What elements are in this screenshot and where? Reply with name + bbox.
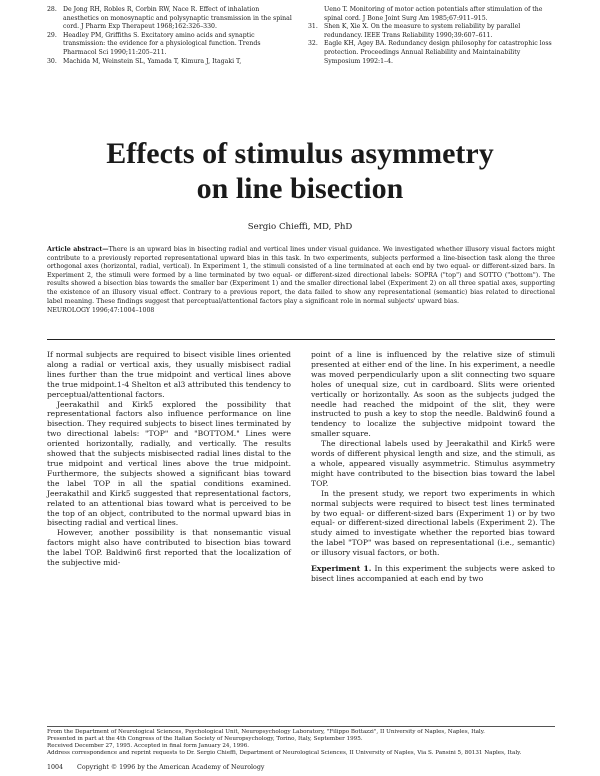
title-line-1: Effects of stimulus asymmetry (106, 137, 494, 170)
abstract-lead: Article abstract— (47, 246, 109, 253)
page-footer (47, 764, 555, 771)
experiment-1-text: In this experiment the subjects were asked to bisect lines accompanied at each end by two (311, 564, 555, 583)
reference-item: 32. Eagle KH, Agey BA. Redundancy design philosophy for catastrophic loss protection. Proceedings Annual Reliability and Maintainability Symposium 1992:1–4. (308, 40, 552, 65)
body-paragraph: In the present study, we report two experiments in which normal subjects were required to bisect test lines terminated by two equal- or different-sized bars (Experiment 1) or by two equal- or different-sized directional labels (Experiment 2). The study aimed to investigate whether the reported bias toward the label "TOP" was based on representational (i.e., semantic) or illusory visual factors, or both. (311, 488, 555, 558)
footnote: From the Department of Neurological Sciences, Psychological Unit, Neuropsychology Laboratory, "Filippo Bottazzi", II University of Naples, Naples, Italy. (47, 729, 485, 735)
page-number: 1004 (47, 764, 64, 771)
experiment-1-paragraph (311, 564, 555, 584)
footnote-divider (47, 726, 555, 727)
body-paragraph: The directional labels used by Jeerakathil and Kirk5 were words of different physical length and size, and the stimuli, as a whole, appeared visually asymmetric. Stimulus asymmetry might have contributed to the bisection bias toward the label TOP. (311, 439, 555, 488)
footnote: Address correspondence and reprint requests to Dr. Sergio Chieffi, Department of Neurological Sciences, II University of Naples, Via S. Pansini 5, 80131 Naples, Italy. (47, 750, 522, 756)
reference-item: 31. Shen K, Xie X. On the measure to system reliability by parallel redundancy. IEEE Trans Reliability 1990;39:607–611. (308, 23, 521, 39)
article-title (0, 136, 600, 206)
abstract (47, 246, 555, 316)
body-paragraph: If normal subjects are required to bisect visible lines oriented along a radial or vertical axis, they usually misbisect radial lines further than the true midpoint and vertical lines above the true midpoint.1-4 Shelton et al3 attributed this tendency to perceptual/attentional factors. (47, 350, 291, 399)
body-paragraph: point of a line is influenced by the relative size of stimuli presented at either end of the line. In his experiment, a needle was moved perpendicularly upon a slit connecting two square holes of unequal size, cut in cardboard. Slits were oriented vertically or horizontally. As soon as the subjects judged the needle had reached the midpoint of the slit, they were instructed to push a key to stop the needle. Baldwin6 found a tendency to localize the subjective midpoint toward the smaller square. (311, 350, 555, 439)
references-right (308, 6, 554, 66)
footnote: Received December 27, 1995. Accepted in final form January 24, 1996. (47, 743, 250, 749)
section-divider (47, 339, 555, 340)
references-left (47, 6, 295, 66)
reference-item: 28. De Jong RH, Robles R, Corbin RW, Nace R. Effect of inhalation anesthetics on monosynaptic and polysynaptic transmission in the spinal cord. J Pharm Exp Therapeut 1968;162:326–330. (47, 6, 292, 31)
body-paragraph: However, another possibility is that nonsemantic visual factors might also have contributed to bisection bias toward the label TOP. Baldwin6 first reported that the localization of the subjective mid- (47, 528, 291, 568)
reference-item: 29. Headley PM, Griffiths S. Excitatory amino acids and synaptic transmission: the evidence for a physiological function. Trends Pharmacol Sci 1990;11:205–211. (47, 31, 261, 56)
body-column-right (311, 350, 555, 584)
experiment-1-heading: Experiment 1. (311, 564, 372, 574)
copyright: Copyright © 1996 by the American Academy of Neurology (77, 764, 265, 771)
footnote: Presented in part at the 4th Congress of the Italian Society of Neuropsychology, Torino, Italy, September 1995. (47, 736, 363, 742)
footnotes (47, 729, 555, 757)
title-line-2: on line bisection (196, 172, 404, 205)
body-paragraph: Jeerakathil and Kirk5 explored the possibility that representational factors also influence performance on line bisection. They required subjects to bisect lines terminated by two directional labels: "TOP" and "BOTTOM." Lines were oriented horizontally, radially, and vertically. The results showed that the subjects misbisected radial lines distal to the true midpoint and vertical lines above the true midpoint. Furthermore, the subjects showed a significant bias toward the label TOP in all the spatial conditions examined. Jeerakathil and Kirk5 suggested that representational factors, related to an attentional bias toward what is perceived to be the top of an object, contributed to the normal upward bias in bisecting radial and vertical lines. (47, 399, 291, 528)
reference-item: Ueno T. Monitoring of motor action potentials after stimulation of the spinal cord. J Bone Joint Surg Am 1985;67:911–915. (324, 6, 543, 22)
journal-citation: NEUROLOGY 1996;47:1004–1008 (47, 307, 155, 315)
reference-item: 30. Machida M, Weinstein SL, Yamada T, Kimura J, Itagaki T, (47, 57, 242, 65)
abstract-text: There is an upward bias in bisecting radial and vertical lines under visual guidance. We investigated whether illusory visual factors might contribute to a previously reported representational upward bias in this task. In two experiments, subjects performed a line-bisection task along the three orthogonal axes (horizontal, radial, vertical). In Experiment 1, the stimuli consisted of a line terminated at each end by two equal- or different-sized bars. In Experiment 2, the stimuli were formed by a line terminated by two equal- or different-sized directional labels: SOPRA ("top") and SOTTO ("bottom"). The results showed a bisection bias towards the smaller bar (Experiment 1) and the smaller directional label (Experiment 2) on all three spatial axes, supporting the existence of an illusory visual effect. Contrary to a previous report, the data failed to show any representational (semantic) bias related to directional label meaning. These findings suggest that perceptual/attentional factors play a significant role in normal subjects' upward bias. (47, 246, 555, 305)
body-column-left (47, 350, 291, 568)
author-line: Sergio Chieffi, MD, PhD (247, 222, 353, 232)
